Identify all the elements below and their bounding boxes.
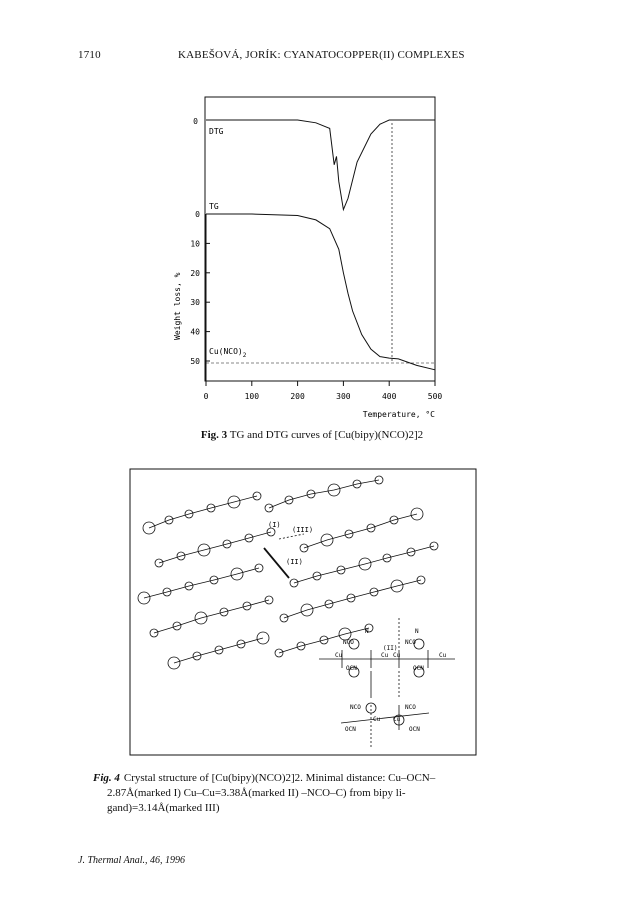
molecule-chain <box>144 568 259 598</box>
inset-cu-6: Cu <box>393 716 401 723</box>
figure-3 <box>140 90 460 425</box>
product-label: $Cu(NCO)_2$ <box>209 347 247 359</box>
x-tick-label: 200 <box>290 392 305 401</box>
inset-cu-5: Cu <box>373 716 381 723</box>
y-axis-label: Weight loss, % <box>173 272 182 340</box>
molecule-chain <box>284 580 421 618</box>
molecule-chain <box>269 480 379 508</box>
x-tick-label: 100 <box>244 392 260 401</box>
y-tick-label: 10 <box>190 239 200 249</box>
figure-3-caption-label: Fig. 3 <box>200 429 228 441</box>
x-tick-label: 0 <box>203 392 209 401</box>
inset-schematic <box>319 618 455 748</box>
inset-n-1: N <box>365 628 369 635</box>
inset-nco-4: NCO <box>405 704 416 711</box>
x-tick-label: 300 <box>336 392 351 401</box>
figure-4 <box>129 468 477 756</box>
y-tick-label: 20 <box>190 268 200 278</box>
x-axis-label: Temperature, °C <box>362 410 435 419</box>
journal-footer: J. Thermal Anal., 46, 1996 <box>78 855 186 866</box>
molecule-chain <box>304 514 417 548</box>
inset-nco-2: NCO <box>405 639 416 646</box>
molecule-chain <box>279 628 369 653</box>
dtg-curve <box>206 120 435 210</box>
x-tick-group <box>204 381 443 401</box>
inset-cu-2: Cu <box>381 652 389 659</box>
inset-cu-1: Cu <box>335 652 343 659</box>
inset-n-2: N <box>415 628 419 635</box>
molecule-chain <box>294 546 434 583</box>
inset-bond-ii: (II) <box>383 645 398 652</box>
tg-label: TG <box>209 202 219 211</box>
x-tick-label: 500 <box>427 392 443 401</box>
dtg-zero-label: 0 <box>193 117 198 126</box>
dtg-label: DTG <box>209 127 224 136</box>
figure-3-caption <box>0 429 624 441</box>
molecule-chain <box>149 496 257 528</box>
crystal-structure-drawing <box>129 468 477 756</box>
inset-cu-3: Cu <box>393 652 401 659</box>
molecule-chain <box>154 600 269 633</box>
figure-4-caption <box>93 771 533 816</box>
y-tick-label: 30 <box>190 298 200 308</box>
y-tick-label: 50 <box>190 357 200 366</box>
inset-nco-3: NCO <box>350 704 361 711</box>
figure-4-caption-line-3: gand)=3.14Å(marked III) <box>107 802 220 814</box>
inset-cu-chain-bottom <box>341 713 429 723</box>
figure-4-caption-line-2: 2.87Å(marked I) Cu–Cu=3.38Å(marked II) –NCO–C) from bipy li- <box>107 787 406 799</box>
inset-nco-1: NCO <box>343 639 354 646</box>
chart-frame <box>205 97 435 381</box>
marker-iii: (III) <box>292 526 314 534</box>
inset-ocn-4: OCN <box>409 726 420 733</box>
molecule-chain <box>174 638 263 663</box>
y-tick-group <box>190 210 210 366</box>
marker-i: (I) <box>268 521 281 529</box>
molecule-chain <box>159 532 271 563</box>
inset-ocn-2: OCN <box>413 665 424 672</box>
page-number: 1710 <box>78 49 101 61</box>
figure-3-caption-text: TG and DTG curves of [Cu(bipy)(NCO)2]2 <box>229 429 424 441</box>
inset-ocn-3: OCN <box>345 726 356 733</box>
figure-4-frame <box>130 469 476 755</box>
y-tick-label: 40 <box>190 327 200 337</box>
inset-ocn-1: OCN <box>346 665 357 672</box>
figure-4-caption-label: Fig. 4 <box>93 772 120 784</box>
bipy-molecules <box>138 476 438 669</box>
marker-ii: (II) <box>286 558 303 566</box>
x-tick-label: 400 <box>381 392 397 401</box>
tg-dtg-chart <box>140 90 460 425</box>
figure-4-caption-line-1: Crystal structure of [Cu(bipy)(NCO)2]2. Minimal distance: Cu–OCN– <box>123 772 436 784</box>
distance-line-i <box>279 534 304 539</box>
running-head: KABEŠOVÁ, JORÍK: CYANATOCOPPER(II) COMPLEXES <box>178 49 465 61</box>
inset-cu-4: Cu <box>439 652 447 659</box>
y-tick-label: 0 <box>195 210 200 219</box>
